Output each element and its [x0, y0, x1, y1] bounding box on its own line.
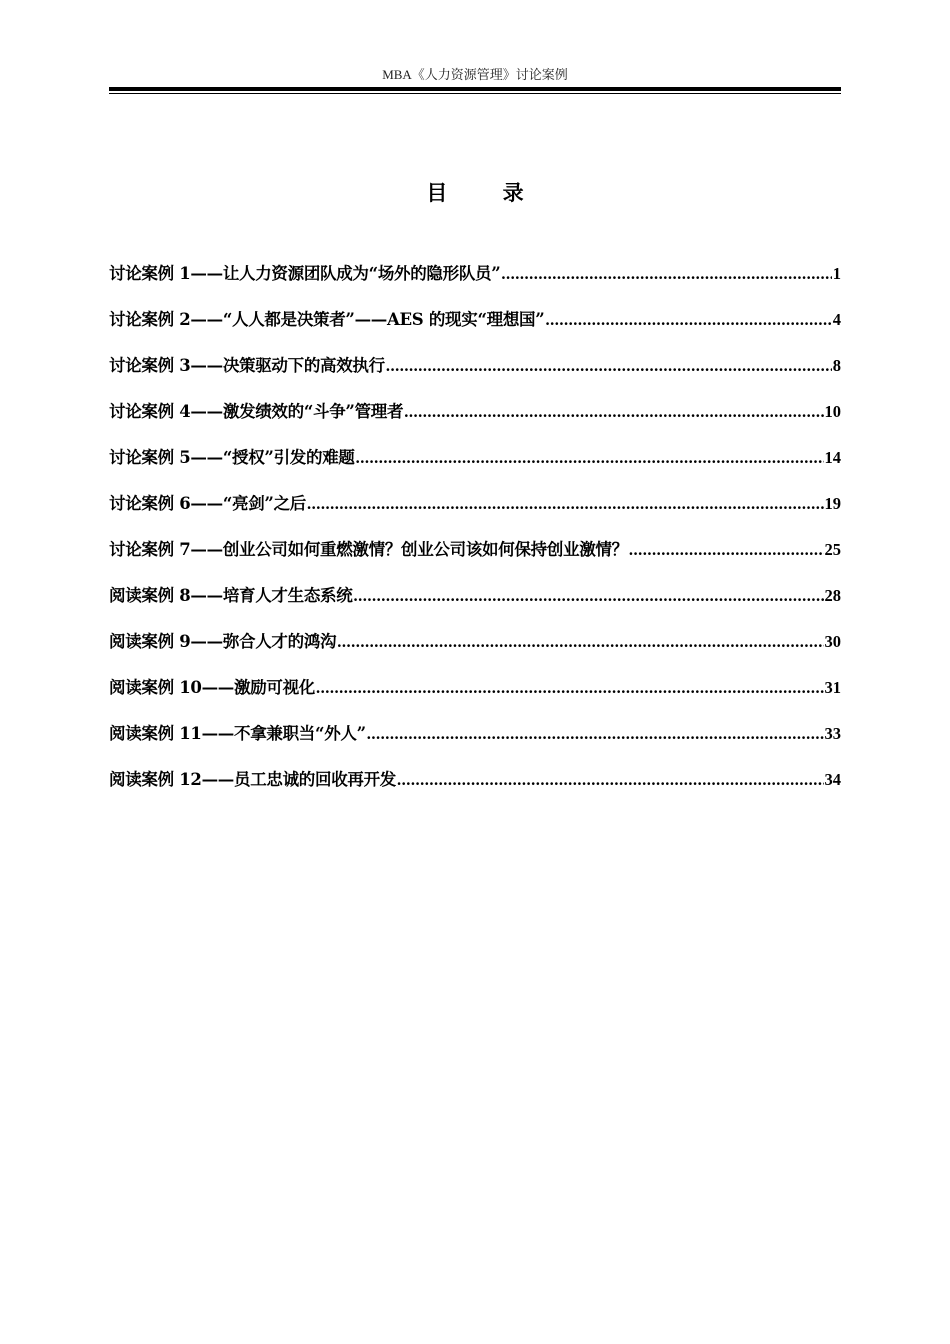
toc-entry-label: 阅读案例 11——不拿兼职当“外人” [109, 724, 366, 743]
toc-entry-page: 33 [824, 724, 841, 743]
toc-entry-label: 讨论案例 6——“亮剑”之后 [109, 494, 307, 513]
toc-leader-dots [316, 676, 823, 700]
toc-entry-page: 31 [824, 678, 841, 697]
toc-entry[interactable] [109, 354, 841, 400]
toc-entry[interactable] [109, 676, 841, 722]
toc-entry-page: 14 [824, 448, 841, 467]
toc-entry-page: 25 [824, 540, 841, 559]
toc-entry-page: 34 [824, 770, 841, 789]
toc-leader-dots [501, 262, 831, 286]
toc-entry-page: 28 [824, 586, 841, 605]
header-rule-thin [109, 93, 841, 94]
toc-entry-label: 讨论案例 2——“人人都是决策者”——AES 的现实“理想国” [109, 310, 545, 329]
toc-title: 目 录 [426, 181, 548, 205]
table-of-contents [109, 262, 841, 814]
toc-entry-page: 1 [832, 264, 841, 283]
toc-entry-page: 30 [824, 632, 841, 651]
toc-leader-dots [356, 446, 824, 470]
toc-entry-label: 讨论案例 3——决策驱动下的高效执行 [109, 356, 385, 375]
toc-entry[interactable] [109, 492, 841, 538]
toc-entry[interactable] [109, 722, 841, 768]
toc-entry-page: 8 [832, 356, 841, 375]
toc-entry-label: 阅读案例 10——激励可视化 [109, 678, 316, 697]
toc-entry[interactable] [109, 446, 841, 492]
toc-leader-dots [337, 630, 823, 654]
toc-entry-page: 19 [824, 494, 841, 513]
toc-entry-label: 阅读案例 12——员工忠诚的回收再开发 [109, 770, 397, 789]
page-header: MBA《人力资源管理》讨论案例 [382, 67, 568, 82]
toc-entry-label: 阅读案例 9——弥合人才的鸿沟 [109, 632, 337, 651]
toc-entry-label: 阅读案例 8——培育人才生态系统 [109, 586, 353, 605]
toc-leader-dots [545, 308, 831, 332]
toc-entry-label: 讨论案例 4——激发绩效的“斗争”管理者 [109, 402, 404, 421]
toc-leader-dots [353, 584, 823, 608]
toc-entry-label: 讨论案例 7——创业公司如何重燃激情？创业公司该如何保持创业激情？ [109, 540, 628, 559]
toc-entry[interactable] [109, 630, 841, 676]
toc-entry[interactable] [109, 538, 841, 584]
toc-entry[interactable] [109, 400, 841, 446]
toc-leader-dots [404, 400, 823, 424]
toc-leader-dots [386, 354, 832, 378]
toc-entry[interactable] [109, 262, 841, 308]
header-rule [109, 87, 841, 91]
toc-entry-page: 10 [824, 402, 841, 421]
toc-entry[interactable] [109, 768, 841, 814]
toc-leader-dots [397, 768, 823, 792]
toc-entry[interactable] [109, 308, 841, 354]
toc-entry-page: 4 [832, 310, 841, 329]
toc-leader-dots [307, 492, 823, 516]
toc-leader-dots [629, 538, 824, 562]
toc-entry[interactable] [109, 584, 841, 630]
toc-entry-label: 讨论案例 5——“授权”引发的难题 [109, 448, 355, 467]
toc-leader-dots [367, 722, 824, 746]
toc-entry-label: 讨论案例 1——让人力资源团队成为“场外的隐形队员” [109, 264, 501, 283]
